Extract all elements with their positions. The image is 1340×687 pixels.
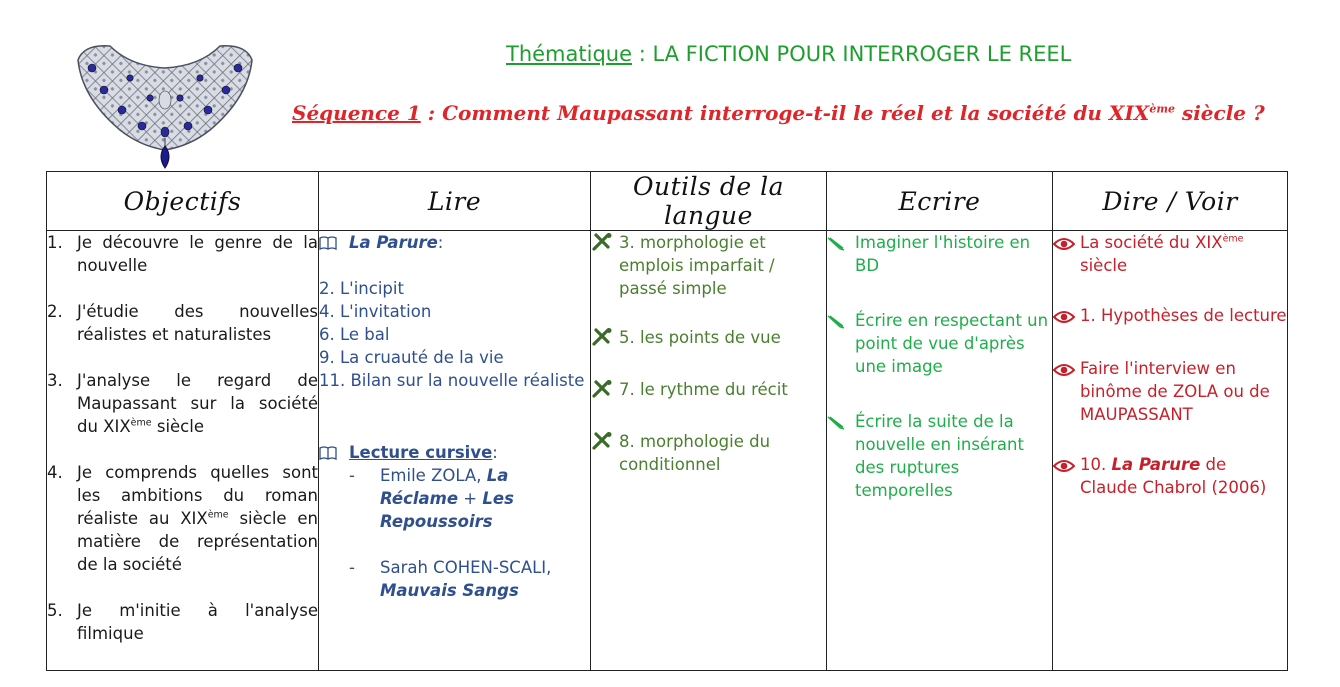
dire-item xyxy=(1053,231,1287,277)
pencil-icon xyxy=(827,309,855,378)
dire-text-post: de Claude Chabrol (2006) xyxy=(1080,455,1267,497)
eye-icon xyxy=(1053,231,1080,277)
outils-text: 7. le rythme du récit xyxy=(619,380,788,399)
dire-text-post: siècle xyxy=(1080,256,1128,275)
dire-item xyxy=(1053,453,1287,499)
objectifs-list xyxy=(47,231,318,645)
tools-icon xyxy=(591,378,619,404)
eye-icon xyxy=(1053,453,1080,499)
lecture-cursive-suffix: : xyxy=(492,443,498,462)
ecrire-cell xyxy=(827,231,1053,671)
lire-title-suffix: : xyxy=(437,233,444,252)
objectif-num: 2. xyxy=(47,302,63,321)
cursive-item xyxy=(319,464,590,533)
outils-text: 5. les points de vue xyxy=(619,328,781,347)
lire-item: 2. L'incipit xyxy=(319,279,404,298)
cursive-item xyxy=(319,556,590,602)
header-outils: Outils de la langue xyxy=(591,172,827,231)
tools-icon xyxy=(591,231,619,300)
lire-item: 4. L'invitation xyxy=(319,302,432,321)
dire-text: 1. Hypothèses de lecture xyxy=(1080,306,1287,325)
outils-text: 3. morphologie et emplois imparfait / passé simple xyxy=(619,233,775,298)
necklace-image xyxy=(70,38,260,170)
outils-item xyxy=(591,326,826,352)
dire-film-title: La Parure xyxy=(1111,455,1201,474)
outils-item xyxy=(591,378,826,404)
pencil-icon xyxy=(827,231,855,277)
outils-cell xyxy=(591,231,827,671)
theme-title xyxy=(506,42,1071,66)
ecrire-text: Imaginer l'histoire en BD xyxy=(855,233,1031,275)
objectifs-cell xyxy=(47,231,319,671)
objectif-item xyxy=(47,599,318,645)
objectif-text: Je m'initie à l'analyse filmique xyxy=(77,601,318,643)
lecture-cursive-label: Lecture cursive xyxy=(349,443,493,462)
cursive-author: Sarah COHEN-SCALI, xyxy=(380,558,552,577)
pencil-icon xyxy=(827,410,855,502)
dire-num: 10. xyxy=(1080,455,1112,474)
lire-title: La Parure xyxy=(349,233,438,252)
dire-item xyxy=(1053,357,1287,426)
theme-label: Thématique xyxy=(506,42,633,66)
objectif-item xyxy=(47,300,318,346)
ecrire-text: Écrire en respectant un point de vue d'après une image xyxy=(855,311,1049,376)
book-icon xyxy=(319,236,337,250)
eye-icon xyxy=(1053,357,1080,426)
sequence-tail: siècle ? xyxy=(1174,101,1265,125)
ecrire-item xyxy=(827,231,1052,277)
dire-item xyxy=(1053,304,1287,330)
lire-item: 11. Bilan sur la nouvelle réaliste xyxy=(319,371,585,390)
cursive-dash: - xyxy=(349,466,355,485)
lecture-cursive-line xyxy=(319,441,590,464)
header-ecrire: Ecrire xyxy=(827,172,1053,231)
objectif-num: 4. xyxy=(47,463,63,482)
sequence-text: Comment Maupassant interroge-t-il le réel et la société du XIX xyxy=(442,101,1150,125)
sequence-title xyxy=(292,101,1265,125)
cursive-dash: - xyxy=(349,558,355,577)
lire-item: 9. La cruauté de la vie xyxy=(319,348,504,367)
cursive-title: Les Repoussoirs xyxy=(380,489,514,531)
objectif-item xyxy=(47,369,318,438)
objectif-text: Je découvre le genre de la nouvelle xyxy=(77,233,318,275)
tools-icon xyxy=(591,430,619,476)
dire-text xyxy=(1080,231,1287,277)
outils-item xyxy=(591,231,826,300)
objectif-text-pre: Je comprends quelles sont les ambitions du roman réaliste au XIX xyxy=(77,463,318,528)
cursive-author: Emile ZOLA, xyxy=(380,466,487,485)
theme-value: LA FICTION POUR INTERROGER LE REEL xyxy=(652,42,1072,66)
lire-cell xyxy=(319,231,591,671)
cursive-title: Mauvais Sangs xyxy=(380,581,519,600)
ecrire-item xyxy=(827,309,1052,378)
header-row xyxy=(47,172,1288,231)
objectif-text: J'étudie des nouvelles réalistes et naturalistes xyxy=(77,302,318,344)
objectif-text-pre: J'analyse le regard de Maupassant sur la société du XIX xyxy=(77,371,318,436)
sequence-separator: : xyxy=(420,101,443,125)
objectif-text xyxy=(77,369,318,438)
lire-item: 6. Le bal xyxy=(319,325,390,344)
sequence-plan-table xyxy=(46,171,1288,671)
objectif-item xyxy=(47,461,318,576)
objectif-num: 1. xyxy=(47,233,63,252)
header-objectifs: Objectifs xyxy=(47,172,319,231)
objectif-sup: ème xyxy=(207,509,229,521)
dire-voir-cell xyxy=(1053,231,1288,671)
objectif-text-post: siècle xyxy=(151,417,204,436)
eye-icon xyxy=(1053,304,1080,330)
cursive-separator: + xyxy=(458,489,483,508)
objectif-sup: ème xyxy=(130,417,152,429)
cursive-title: La Réclame xyxy=(380,466,509,508)
objectif-num: 5. xyxy=(47,601,63,620)
outils-text: 8. morphologie du conditionnel xyxy=(619,432,771,474)
header-dire-voir: Dire / Voir xyxy=(1053,172,1288,231)
dire-text: Faire l'interview en binôme de ZOLA ou de MAUPASSANT xyxy=(1080,359,1270,424)
dire-text xyxy=(1080,453,1287,499)
dire-sup: ème xyxy=(1222,233,1244,245)
objectif-num: 3. xyxy=(47,371,63,390)
objectif-item xyxy=(47,231,318,277)
sequence-label: Séquence 1 xyxy=(292,101,421,125)
sequence-sup: ème xyxy=(1149,102,1175,116)
ecrire-item xyxy=(827,410,1052,502)
content-row xyxy=(47,231,1288,671)
dire-text-pre: La société du XIX xyxy=(1080,233,1223,252)
lire-title-line xyxy=(319,231,590,254)
outils-item xyxy=(591,430,826,476)
header-lire: Lire xyxy=(319,172,591,231)
ecrire-text: Écrire la suite de la nouvelle en insérant des ruptures temporelles xyxy=(855,412,1024,500)
theme-separator: : xyxy=(632,42,653,66)
book-icon xyxy=(319,446,337,460)
objectif-text-post: siècle en matière de représentation de la société xyxy=(77,509,318,574)
objectif-text xyxy=(77,461,318,576)
tools-icon xyxy=(591,326,619,352)
